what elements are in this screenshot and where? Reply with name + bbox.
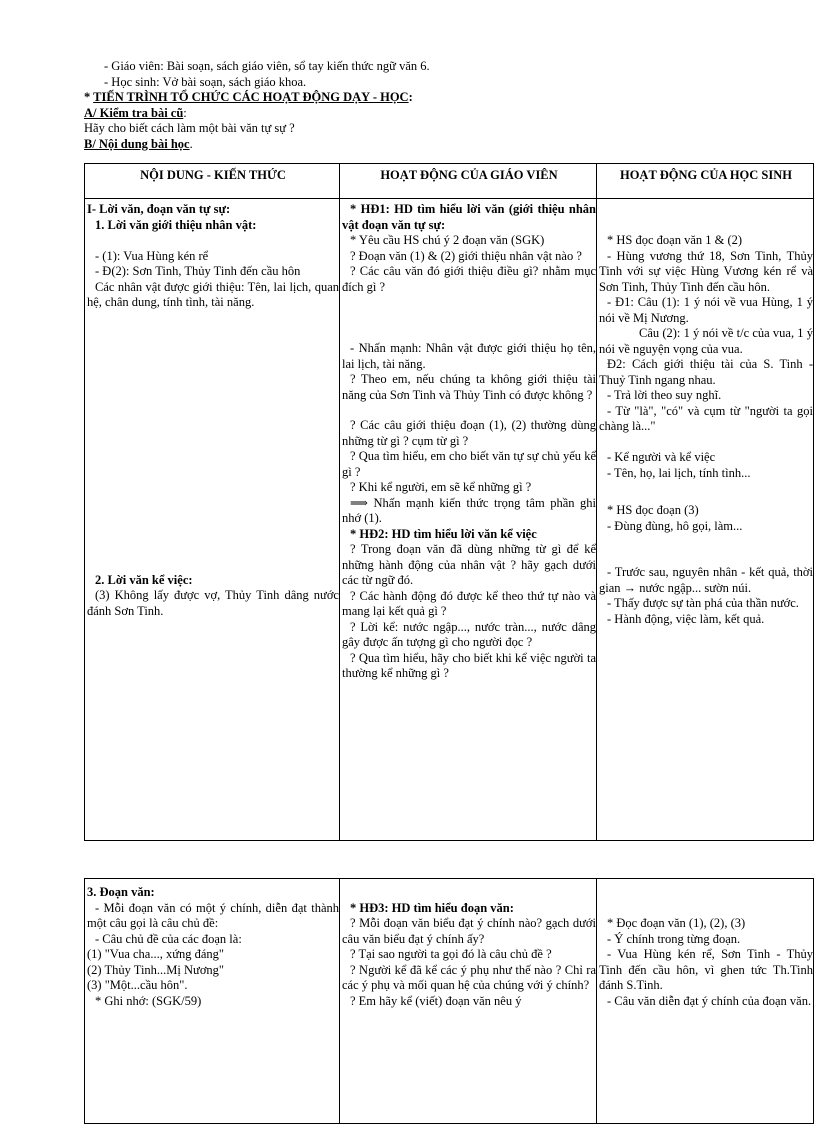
section-title: 3. Đoạn văn:: [87, 885, 155, 899]
teacher-line: ? Khi kể người, em sẽ kể những gì ?: [350, 480, 532, 494]
student-line: * HS đọc đoạn văn 1 & (2): [607, 233, 743, 247]
student-line: - Kể người và kể việc: [607, 450, 716, 464]
content-line: (3) "Một...cầu hôn".: [87, 978, 188, 992]
teacher-column: [340, 199, 597, 841]
teacher-line: ? Các câu giới thiệu đoạn (1), (2) thường dùng những từ gì ? cụm từ gì ?: [342, 418, 596, 448]
teacher-line: ? Tại sao người ta gọi đó là câu chủ đề ?: [350, 947, 552, 961]
student-line: * Đọc đoạn văn (1), (2), (3): [607, 916, 746, 930]
header-teacher: HOẠT ĐỘNG CỦA GIÁO VIÊN: [340, 164, 597, 199]
section-title: I- Lời văn, đoạn văn tự sự:: [87, 202, 231, 216]
subsection-title: 1. Lời văn giới thiệu nhân vật:: [95, 217, 257, 232]
activity-heading: * HĐ2: HD tìm hiểu lời văn kể việc: [350, 526, 537, 541]
intro-section: [84, 59, 734, 152]
content-line: * Ghi nhớ: (SGK/59): [95, 993, 202, 1008]
student-line: - Trước sau, nguyên nhân - kết quả, thời gian → nước ngập... sườn núi.: [599, 565, 813, 595]
student-line: - Từ "là", "có" và cụm từ "người ta gọi chàng là...": [599, 403, 813, 433]
activity-heading: * HĐ3: HD tìm hiểu đoạn văn:: [350, 900, 514, 915]
teacher-line: - Nhấn mạnh: Nhân vật được giới thiệu họ tên, lai lịch, tài năng.: [342, 341, 596, 371]
content-line: - Mỗi đoạn văn có một ý chính, diễn đạt thành một câu gọi là câu chủ đề:: [87, 900, 339, 930]
content-line: Các nhân vật được giới thiệu: Tên, lai lịch, quan hệ, chân dung, tính tình, tài năng.: [87, 279, 339, 309]
content-line: (2) Thủy Tinh...Mị Nương": [87, 962, 225, 977]
teacher-line: ? Các câu văn đó giới thiệu điều gì? nhằm mục đích gì ?: [342, 264, 596, 294]
teacher-line: ? Lời kể: nước ngập..., nước tràn..., nước dâng gây được ấn tượng gì cho người đọc ?: [342, 619, 596, 649]
content-line: (3) Không lấy được vợ, Thủy Tinh dâng nước đánh Sơn Tinh.: [87, 588, 339, 618]
content-line: (1) "Vua cha..., xứng đáng": [87, 947, 225, 961]
table-row: [85, 879, 814, 1124]
student-materials: - Học sinh: Vở bài soạn, sách giáo khoa.: [104, 74, 307, 89]
student-column: [597, 879, 814, 1124]
student-line: - Câu văn diễn đạt ý chính của đoạn văn.: [607, 993, 812, 1008]
teacher-line: ? Đoạn văn (1) & (2) giới thiệu nhân vật nào ?: [350, 248, 582, 263]
content-line: - (1): Vua Hùng kén rể: [95, 248, 209, 263]
student-line: * HS đọc đoạn (3): [607, 503, 699, 517]
content-column: [85, 199, 340, 841]
teacher-line: ? Em hãy kể (viết) đoạn văn nêu ý: [350, 993, 522, 1008]
process-heading: * TIẾN TRÌNH TỔ CHỨC CÁC HOẠT ĐỘNG DẠY - HỌC:: [84, 90, 413, 104]
lesson-table-1: [84, 163, 814, 841]
student-line: - Thấy được sự tàn phá của thần nước.: [607, 596, 799, 610]
student-line: Câu (2): 1 ý nói về t/c của vua, 1 ý nói về nguyện vọng của vua.: [599, 326, 813, 356]
teacher-line: ? Trong đoạn văn đã dùng những từ gì để kể những hành động của nhân vật ? hãy gạch dưới các từ ngữ đó.: [342, 542, 596, 587]
content-line: - Đ(2): Sơn Tinh, Thủy Tinh đến cầu hôn: [95, 264, 301, 278]
teacher-line: ? Qua tìm hiểu, hãy cho biết khi kể việc người ta thường kể những gì ?: [342, 650, 596, 680]
teacher-materials: - Giáo viên: Bài soạn, sách giáo viên, sổ tay kiến thức ngữ văn 6.: [104, 59, 430, 73]
student-line: - Vua Hùng kén rể, Sơn Tinh - Thủy Tinh đến cầu hôn, vì ghen tức Th.Tinh đánh S.Tinh.: [599, 947, 813, 992]
student-line: - Đùng đùng, hô gọi, làm...: [607, 518, 743, 533]
student-line: Đ2: Cách giới thiệu tài của S. Tinh - Thuỷ Tinh ngang nhau.: [599, 357, 813, 387]
student-column: [597, 199, 814, 841]
teacher-line: ? Người kể đã kể các ý phụ như thế nào ? Chỉ ra các ý phụ và mối quan hệ của chúng với ý chính?: [342, 962, 596, 992]
student-line: - Đ1: Câu (1): 1 ý nói về vua Hùng, 1 ý nói về Mị Nương.: [599, 295, 813, 325]
student-line: - Trả lời theo suy nghĩ.: [607, 388, 722, 402]
section-a-question: Hãy cho biết cách làm một bài văn tự sự ?: [84, 121, 295, 135]
section-a: A/ Kiểm tra bài cũ:: [84, 105, 187, 120]
teacher-line: ? Qua tìm hiểu, em cho biết văn tự sự chủ yếu kể gì ?: [342, 449, 596, 479]
student-line: - Hùng vương thứ 18, Sơn Tinh, Thủy Tinh với sự việc Hùng Vương kén rể và Sơn Tinh, Thủy Tinh đến cầu hôn.: [599, 248, 813, 294]
section-b: B/ Nội dung bài học.: [84, 136, 193, 151]
teacher-line: ? Các hành động đó được kể theo thứ tự nào và mang lại kết quả gì ?: [342, 588, 596, 618]
teacher-column: [340, 879, 597, 1124]
student-line: - Tên, họ, lai lịch, tính tình...: [607, 465, 751, 480]
content-column: [85, 879, 340, 1124]
table-header-row: [85, 164, 814, 199]
header-student: HOẠT ĐỘNG CỦA HỌC SINH: [597, 164, 814, 199]
content-line: - Câu chủ đề của các đoạn là:: [95, 931, 242, 946]
teacher-line: ? Mỗi đoạn văn biểu đạt ý chính nào? gạch dưới câu văn biểu đạt ý chính ấy?: [342, 916, 596, 946]
teacher-line: ? Theo em, nếu chúng ta không giới thiệu tài năng của Sơn Tinh và Thủy Tinh có được không ?: [342, 372, 596, 402]
student-line: - Ý chính trong từng đoạn.: [607, 931, 741, 946]
lesson-table-2: [84, 878, 814, 1124]
teacher-line: ⟹ Nhấn mạnh kiến thức trọng tâm phần ghi nhớ (1).: [342, 495, 596, 525]
header-content: NỘI DUNG - KIẾN THỨC: [85, 164, 340, 199]
table-row: [85, 199, 814, 841]
subsection-title: 2. Lời văn kể việc:: [95, 572, 193, 587]
teacher-line: * Yêu cầu HS chú ý 2 đoạn văn (SGK): [350, 233, 545, 247]
student-line: - Hành động, việc làm, kết quả.: [607, 611, 765, 626]
activity-heading: * HĐ1: HD tìm hiểu lời văn (giới thiệu nhân vật đoạn văn tự sự:: [342, 202, 596, 232]
